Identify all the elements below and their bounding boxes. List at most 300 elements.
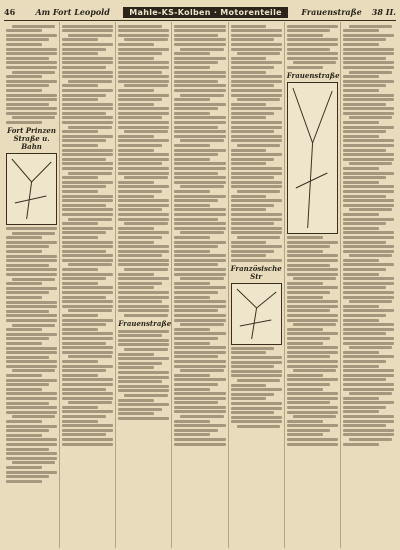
entry-line <box>118 305 169 308</box>
entry-line <box>6 57 49 60</box>
entry-line <box>174 43 225 46</box>
entry-line <box>6 94 57 97</box>
entry-line <box>349 300 392 303</box>
entry-line <box>231 66 274 69</box>
entry-line <box>174 388 210 391</box>
entry-line <box>174 300 225 303</box>
entry-line <box>174 406 225 409</box>
entry-line <box>62 319 113 322</box>
entry-line <box>231 356 282 359</box>
entry-line <box>118 277 169 280</box>
entry-line <box>287 319 338 322</box>
entry-line <box>62 277 105 280</box>
entry-line <box>62 273 113 276</box>
entry-line <box>180 231 223 234</box>
entry-line <box>231 34 282 37</box>
entry-line <box>174 158 210 161</box>
entry-line <box>12 369 55 372</box>
entry-line <box>124 38 167 41</box>
entry-line <box>231 384 267 387</box>
entry-line <box>6 34 57 37</box>
entry-line <box>231 222 274 225</box>
entry-line <box>62 57 113 60</box>
entry-line <box>118 116 161 119</box>
entry-line <box>118 204 169 207</box>
entry-line <box>174 401 217 404</box>
entry-line <box>287 378 338 381</box>
entry-line <box>174 342 210 345</box>
entry-line <box>287 309 330 312</box>
entry-line <box>62 415 105 418</box>
entry-line <box>287 420 323 423</box>
entry-line <box>343 250 394 253</box>
entry-line <box>343 314 386 317</box>
street-map-fort-prinzen <box>6 153 57 225</box>
entry-line <box>118 371 169 374</box>
entry-line <box>118 107 169 110</box>
entry-line <box>343 388 394 391</box>
section-heading-fort-prinzen: Fort Prinzen Straße u. Bahn <box>7 126 56 152</box>
entry-line <box>174 66 210 69</box>
entry-line <box>118 309 169 312</box>
entry-line <box>343 291 394 294</box>
entry-line <box>174 25 225 28</box>
right-page-ref: 38 II. <box>371 7 396 17</box>
entry-line <box>343 227 379 230</box>
entry-line <box>62 286 113 289</box>
entry-line <box>62 231 105 234</box>
entry-line <box>174 305 225 308</box>
entry-line <box>174 355 217 358</box>
entry-line <box>6 241 57 244</box>
entry-line <box>287 328 323 331</box>
entry-line <box>62 365 113 368</box>
entry-line <box>287 337 330 340</box>
entry-line <box>231 103 267 106</box>
entry-line <box>231 43 282 46</box>
entry-line <box>6 434 42 437</box>
entry-line <box>118 282 161 285</box>
entry-line <box>231 259 282 262</box>
entry-line <box>118 291 169 294</box>
entry-line <box>124 394 167 397</box>
entry-line <box>174 29 225 32</box>
entry-line <box>62 406 98 409</box>
entry-line <box>231 374 282 377</box>
entry-line <box>231 195 267 198</box>
entry-line <box>62 130 98 133</box>
entry-line <box>6 52 57 55</box>
entry-line <box>118 218 169 221</box>
entry-line <box>174 268 225 271</box>
entry-line <box>174 410 225 413</box>
entry-line <box>174 346 225 349</box>
entry-line <box>6 75 42 78</box>
entry-line <box>6 379 57 382</box>
entry-line <box>6 471 57 474</box>
entry-line <box>287 424 338 427</box>
entry-line <box>62 259 113 262</box>
entry-line <box>62 38 98 41</box>
entry-line <box>343 204 394 207</box>
entry-line <box>343 332 386 335</box>
entry-line <box>343 365 379 368</box>
street-map-franzoesische <box>231 283 282 345</box>
entry-line <box>118 94 169 97</box>
entry-line <box>124 130 167 133</box>
entry-line <box>287 48 330 51</box>
entry-line <box>343 199 394 202</box>
entry-line <box>62 360 98 363</box>
entry-line <box>6 273 57 276</box>
entry-line <box>174 245 217 248</box>
entry-line <box>62 227 113 230</box>
entry-line <box>118 343 169 346</box>
entry-line <box>343 351 379 354</box>
entry-line <box>343 38 386 41</box>
entry-line <box>343 57 386 60</box>
entry-line <box>174 319 225 322</box>
entry-line <box>343 342 394 345</box>
entry-line <box>174 286 225 289</box>
entry-line <box>118 259 169 262</box>
entry-line <box>124 314 167 317</box>
entry-line <box>118 89 154 92</box>
entry-line <box>6 402 49 405</box>
entry-line <box>118 121 169 124</box>
entry-line <box>118 245 169 248</box>
entry-line <box>231 176 274 179</box>
entry-line <box>118 135 154 138</box>
entry-line <box>174 282 210 285</box>
entry-line <box>68 126 111 129</box>
entry-line <box>118 241 154 244</box>
entry-line <box>6 360 57 363</box>
entry-line <box>6 411 57 414</box>
entry-line <box>6 121 42 124</box>
entry-line <box>343 263 394 266</box>
entry-line <box>62 213 113 216</box>
entry-line <box>68 309 111 312</box>
entry-line <box>118 250 169 253</box>
entry-line <box>62 222 98 225</box>
entry-line <box>343 328 394 331</box>
entry-line <box>118 417 169 420</box>
entry-line <box>231 231 282 234</box>
entry-line <box>231 94 282 97</box>
entry-line <box>62 369 105 372</box>
entry-line <box>343 84 386 87</box>
entry-line <box>231 107 282 110</box>
entry-line <box>343 429 394 432</box>
entry-line <box>231 370 282 373</box>
entry-line <box>6 365 57 368</box>
entry-line <box>118 195 154 198</box>
entry-line <box>6 383 49 386</box>
column-3 <box>116 22 172 548</box>
entry-line <box>118 408 161 411</box>
entry-line <box>62 388 105 391</box>
entry-line <box>231 135 282 138</box>
entry-line <box>62 116 113 119</box>
entry-line <box>231 393 274 396</box>
entry-line <box>231 57 267 60</box>
entry-line <box>293 323 336 326</box>
entry-line <box>118 153 169 156</box>
entry-line <box>118 181 154 184</box>
page-header <box>4 4 396 21</box>
entry-line <box>349 208 392 211</box>
entry-line <box>343 231 394 234</box>
entry-line <box>118 80 169 83</box>
entry-line <box>287 314 338 317</box>
entry-line <box>118 57 154 60</box>
entry-line <box>6 112 57 115</box>
entry-line <box>343 383 394 386</box>
entry-line <box>174 392 225 395</box>
entry-line <box>118 34 169 37</box>
entry-line <box>343 378 386 381</box>
entry-line <box>343 48 394 51</box>
entry-line <box>6 291 49 294</box>
entry-line <box>62 245 113 248</box>
entry-line <box>231 167 282 170</box>
entry-line <box>62 199 113 202</box>
entry-line <box>174 98 210 101</box>
entry-line <box>343 222 386 225</box>
entry-line <box>68 80 111 83</box>
entry-line <box>231 48 282 51</box>
entry-line <box>287 241 338 244</box>
entry-line <box>6 314 57 317</box>
column-1 <box>4 22 60 548</box>
entry-line <box>180 323 223 326</box>
entry-line <box>231 139 282 142</box>
entry-line <box>174 208 225 211</box>
entry-line <box>174 181 225 184</box>
entry-line <box>118 376 169 379</box>
entry-line <box>174 241 225 244</box>
entry-line <box>174 52 210 55</box>
entry-line <box>118 208 161 211</box>
entry-line <box>62 337 113 340</box>
entry-line <box>287 355 330 358</box>
entry-line <box>118 300 161 303</box>
entry-line <box>343 185 394 188</box>
entry-line <box>293 369 336 372</box>
entry-line <box>231 245 282 248</box>
entry-line <box>343 401 394 404</box>
entry-line <box>118 25 161 28</box>
entry-line <box>12 232 55 235</box>
entry-line <box>343 241 386 244</box>
entry-line <box>287 29 330 32</box>
entry-line <box>231 89 282 92</box>
entry-line <box>343 309 394 312</box>
entry-line <box>6 98 57 101</box>
entry-line <box>124 222 167 225</box>
entry-line <box>12 415 55 418</box>
entry-line <box>231 241 267 244</box>
entry-line <box>6 397 57 400</box>
entry-line <box>174 433 210 436</box>
entry-line <box>174 263 217 266</box>
entry-line <box>6 333 57 336</box>
entry-line <box>62 250 105 253</box>
entry-line <box>231 75 282 78</box>
entry-line <box>62 296 105 299</box>
entry-line <box>118 339 169 342</box>
entry-line <box>68 263 111 266</box>
entry-line <box>62 282 98 285</box>
entry-line <box>343 153 394 156</box>
entry-line <box>174 378 225 381</box>
entry-line <box>6 480 42 483</box>
entry-line <box>174 71 225 74</box>
entry-line <box>68 34 111 37</box>
entry-line <box>180 369 223 372</box>
entry-line <box>237 52 280 55</box>
entry-line <box>174 144 210 147</box>
entry-line <box>62 305 113 308</box>
entry-line <box>62 153 113 156</box>
entry-line <box>293 61 336 64</box>
entry-line <box>12 71 55 74</box>
entry-line <box>231 411 274 414</box>
entry-line <box>6 80 57 83</box>
column-7 <box>341 22 396 548</box>
entry-line <box>343 144 394 147</box>
entry-line <box>6 342 42 345</box>
entry-line <box>6 301 57 304</box>
entry-line <box>6 319 57 322</box>
entry-line <box>231 204 274 207</box>
entry-line <box>180 277 223 280</box>
entry-line <box>6 347 57 350</box>
entry-line <box>343 410 379 413</box>
entry-line <box>62 433 105 436</box>
entry-line <box>287 264 330 267</box>
entry-line <box>118 71 161 74</box>
entry-line <box>287 443 338 446</box>
entry-line <box>349 71 392 74</box>
entry-line <box>62 195 113 198</box>
entry-line <box>343 103 386 106</box>
entry-line <box>6 250 42 253</box>
entry-line <box>62 190 98 193</box>
entry-line <box>62 25 113 28</box>
entry-line <box>343 420 394 423</box>
right-running-title: Frauenstraße <box>301 7 362 17</box>
entry-line <box>118 213 169 216</box>
entry-line <box>287 365 338 368</box>
entry-line <box>174 273 225 276</box>
entry-line <box>68 172 111 175</box>
entry-line <box>62 185 105 188</box>
entry-line <box>287 300 338 303</box>
entry-line <box>349 162 392 165</box>
entry-line <box>231 185 282 188</box>
entry-line <box>118 357 169 360</box>
entry-line <box>62 107 113 110</box>
entry-line <box>287 43 338 46</box>
entry-line <box>343 236 394 239</box>
entry-line <box>180 185 223 188</box>
entry-line <box>231 84 274 87</box>
entry-line <box>12 461 55 464</box>
entry-line <box>174 135 225 138</box>
entry-line <box>343 195 386 198</box>
entry-line <box>6 227 57 230</box>
entry-line <box>62 328 98 331</box>
entry-line <box>6 448 49 451</box>
entry-line <box>62 98 98 101</box>
entry-line <box>62 29 113 32</box>
entry-line <box>174 149 225 152</box>
entry-line <box>174 424 225 427</box>
entry-line <box>62 323 105 326</box>
entry-line <box>231 218 282 221</box>
entry-line <box>231 121 282 124</box>
entry-line <box>62 176 98 179</box>
entry-line <box>174 397 225 400</box>
entry-line <box>6 84 49 87</box>
column-4 <box>172 22 228 548</box>
entry-line <box>343 34 394 37</box>
section-heading-frauenstrasse: Frauenstraße <box>118 319 172 328</box>
entry-line <box>118 167 169 170</box>
entry-line <box>6 420 42 423</box>
entry-line <box>237 379 280 382</box>
entry-line <box>343 66 394 69</box>
entry-line <box>174 116 225 119</box>
entry-line <box>231 199 282 202</box>
entry-line <box>343 360 386 363</box>
entry-line <box>287 52 338 55</box>
entry-line <box>180 415 223 418</box>
entry-line <box>6 392 57 395</box>
entry-line <box>174 236 210 239</box>
entry-line <box>174 61 217 64</box>
entry-line <box>6 356 49 359</box>
entry-line <box>12 116 55 119</box>
entry-line <box>349 392 392 395</box>
entry-line <box>68 218 111 221</box>
section-heading-franzoesische: Französische Str <box>230 263 282 281</box>
entry-line <box>343 268 386 271</box>
entry-line <box>62 438 113 441</box>
entry-line <box>62 121 113 124</box>
entry-line <box>6 245 49 248</box>
entry-line <box>62 75 113 78</box>
entry-line <box>287 34 323 37</box>
entry-line <box>6 406 57 409</box>
entry-line <box>231 38 274 41</box>
entry-line <box>174 121 225 124</box>
entry-line <box>62 383 113 386</box>
entry-line <box>287 383 330 386</box>
entry-line <box>6 259 57 262</box>
entry-line <box>118 185 169 188</box>
entry-line <box>118 29 169 32</box>
entry-line <box>343 94 394 97</box>
entry-line <box>62 61 113 64</box>
entry-line <box>6 328 42 331</box>
entry-line <box>287 250 323 253</box>
entry-line <box>62 236 98 239</box>
left-running-title: Am Fort Leopold <box>35 7 110 17</box>
entry-line <box>174 38 225 41</box>
